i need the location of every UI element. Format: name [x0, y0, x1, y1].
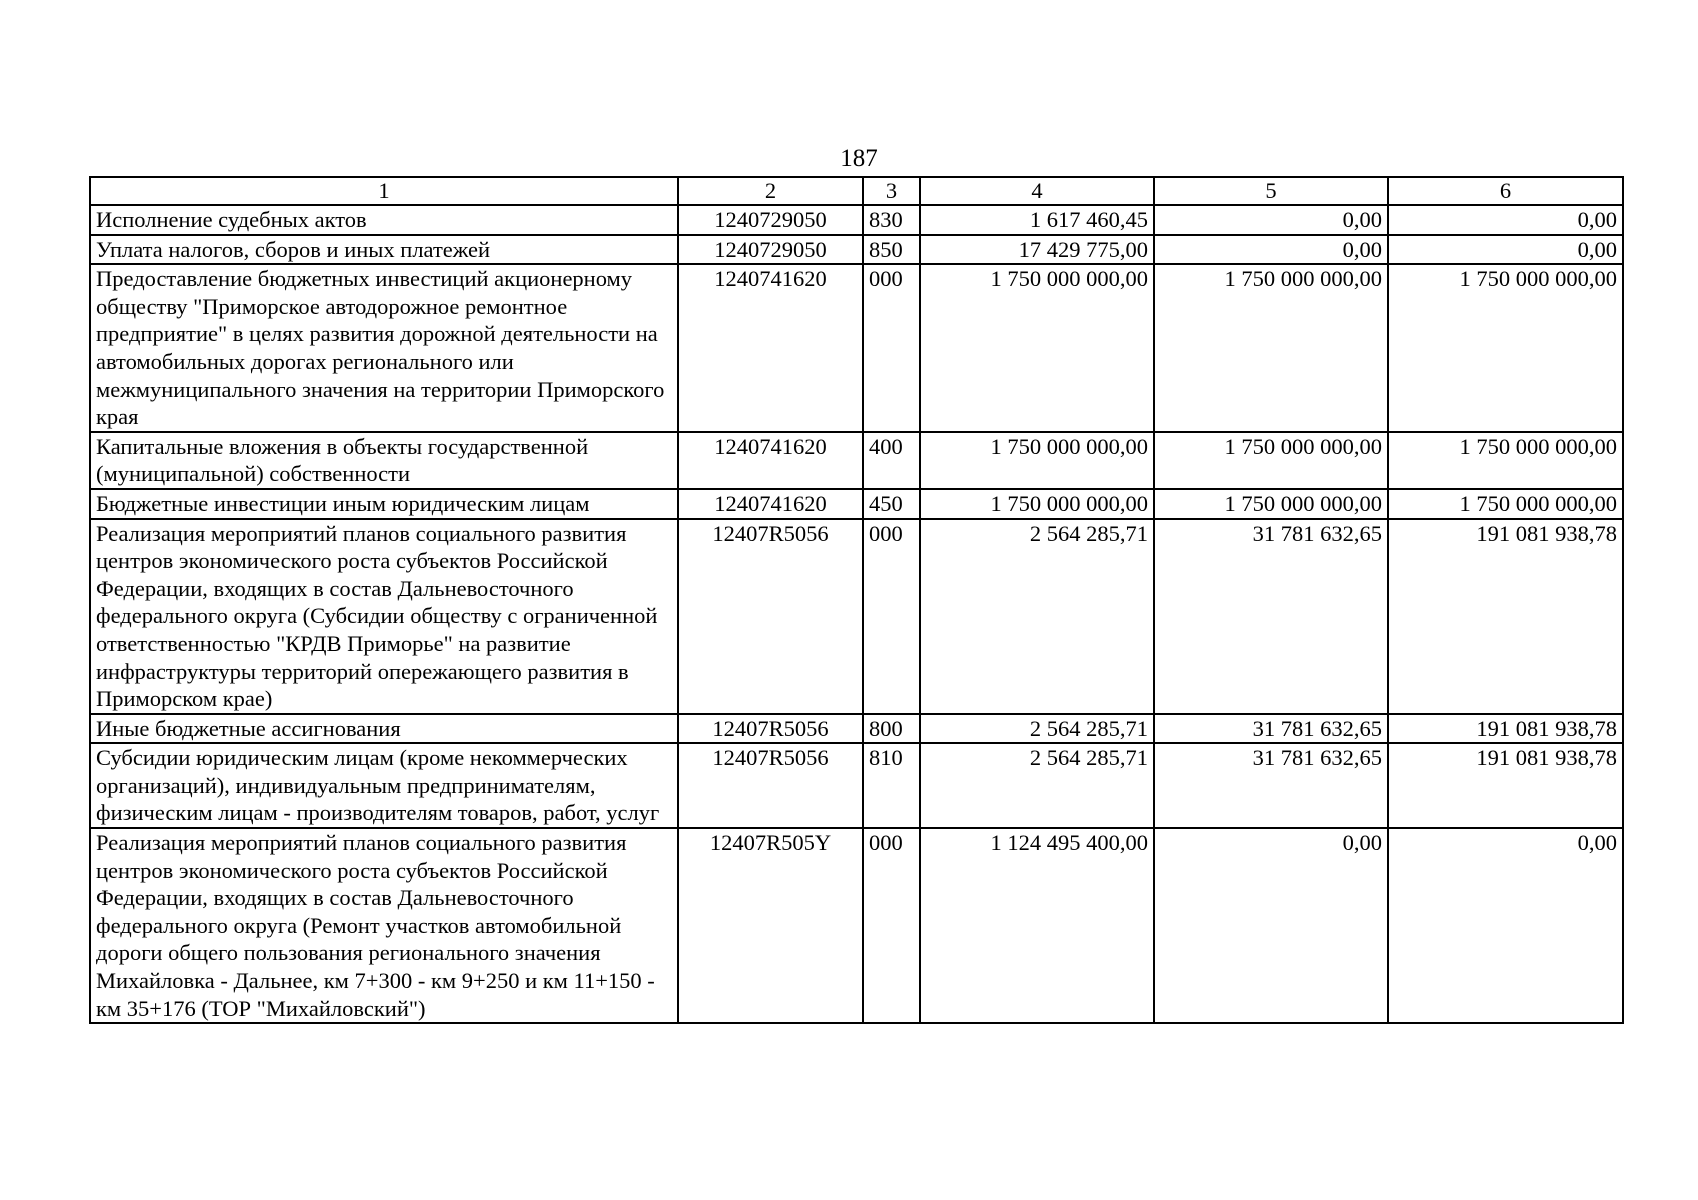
row-code: 12407R5056	[678, 714, 863, 744]
table-row	[90, 264, 1623, 432]
row-type: 810	[863, 743, 920, 828]
budget-table	[89, 176, 1624, 1024]
row-value-5: 1 750 000 000,00	[1154, 489, 1388, 519]
header-row	[90, 177, 1623, 205]
row-type: 000	[863, 519, 920, 714]
table-row	[90, 714, 1623, 744]
row-value-5: 1 750 000 000,00	[1154, 432, 1388, 489]
row-name: Уплата налогов, сборов и иных платежей	[90, 235, 678, 265]
row-name: Предоставление бюджетных инвестиций акционерному обществу "Приморское автодорожное ремонтное предприятие" в целях развития дорожной деятельности на автомобильных дорогах регионального или межмуниципального значения на территории Приморского края	[90, 264, 678, 432]
row-type: 850	[863, 235, 920, 265]
row-value-6: 191 081 938,78	[1388, 743, 1623, 828]
row-value-4: 2 564 285,71	[920, 743, 1154, 828]
row-code: 12407R505Y	[678, 828, 863, 1023]
row-type: 000	[863, 828, 920, 1023]
table-row	[90, 235, 1623, 265]
row-code: 1240741620	[678, 264, 863, 432]
row-value-5: 31 781 632,65	[1154, 743, 1388, 828]
header-cell-3: 3	[863, 177, 920, 205]
row-value-4: 17 429 775,00	[920, 235, 1154, 265]
row-value-6: 191 081 938,78	[1388, 519, 1623, 714]
row-value-6: 0,00	[1388, 205, 1623, 235]
row-value-4: 2 564 285,71	[920, 714, 1154, 744]
row-value-4: 1 124 495 400,00	[920, 828, 1154, 1023]
header-cell-4: 4	[920, 177, 1154, 205]
row-type: 450	[863, 489, 920, 519]
row-type: 800	[863, 714, 920, 744]
row-value-4: 1 750 000 000,00	[920, 264, 1154, 432]
row-code: 1240741620	[678, 489, 863, 519]
header-cell-2: 2	[678, 177, 863, 205]
row-type: 400	[863, 432, 920, 489]
row-code: 12407R5056	[678, 519, 863, 714]
row-type: 000	[863, 264, 920, 432]
row-value-5: 0,00	[1154, 205, 1388, 235]
row-value-4: 2 564 285,71	[920, 519, 1154, 714]
table-row	[90, 205, 1623, 235]
row-value-5: 31 781 632,65	[1154, 519, 1388, 714]
table-row	[90, 519, 1623, 714]
row-value-5: 0,00	[1154, 828, 1388, 1023]
row-name: Иные бюджетные ассигнования	[90, 714, 678, 744]
header-cell-5: 5	[1154, 177, 1388, 205]
row-value-6: 0,00	[1388, 828, 1623, 1023]
table-row	[90, 743, 1623, 828]
table-row	[90, 489, 1623, 519]
row-code: 1240729050	[678, 235, 863, 265]
row-name: Реализация мероприятий планов социального развития центров экономического роста субъектов Российской Федерации, входящих в состав Дальневосточного федерального округа (Ремонт участков автомобильной дороги общего пользования регионального значения Михайловка - Дальнее, км 7+300 - км 9+250 и км 11+150 - км 35+176 (ТОР "Михайловский")	[90, 828, 678, 1023]
row-name: Бюджетные инвестиции иным юридическим лицам	[90, 489, 678, 519]
row-value-5: 31 781 632,65	[1154, 714, 1388, 744]
row-name: Исполнение судебных актов	[90, 205, 678, 235]
row-code: 1240729050	[678, 205, 863, 235]
row-value-6: 1 750 000 000,00	[1388, 489, 1623, 519]
row-name: Субсидии юридическим лицам (кроме некоммерческих организаций), индивидуальным предпринимателям, физическим лицам - производителям товаров, работ, услуг	[90, 743, 678, 828]
row-code: 12407R5056	[678, 743, 863, 828]
table-row	[90, 828, 1623, 1023]
row-value-6: 191 081 938,78	[1388, 714, 1623, 744]
header-cell-1: 1	[90, 177, 678, 205]
page-number: 187	[840, 145, 878, 172]
row-value-4: 1 750 000 000,00	[920, 489, 1154, 519]
row-name: Реализация мероприятий планов социального развития центров экономического роста субъектов Российской Федерации, входящих в состав Дальневосточного федерального округа (Субсидии обществу с ограниченной ответственностью "КРДВ Приморье" на развитие инфраструктуры территорий опережающего развития в Приморском крае)	[90, 519, 678, 714]
row-value-4: 1 750 000 000,00	[920, 432, 1154, 489]
row-value-6: 1 750 000 000,00	[1388, 432, 1623, 489]
table-row	[90, 432, 1623, 489]
row-value-4: 1 617 460,45	[920, 205, 1154, 235]
row-value-6: 0,00	[1388, 235, 1623, 265]
row-value-5: 0,00	[1154, 235, 1388, 265]
row-name: Капитальные вложения в объекты государственной (муниципальной) собственности	[90, 432, 678, 489]
row-code: 1240741620	[678, 432, 863, 489]
row-type: 830	[863, 205, 920, 235]
row-value-6: 1 750 000 000,00	[1388, 264, 1623, 432]
row-value-5: 1 750 000 000,00	[1154, 264, 1388, 432]
header-cell-6: 6	[1388, 177, 1623, 205]
